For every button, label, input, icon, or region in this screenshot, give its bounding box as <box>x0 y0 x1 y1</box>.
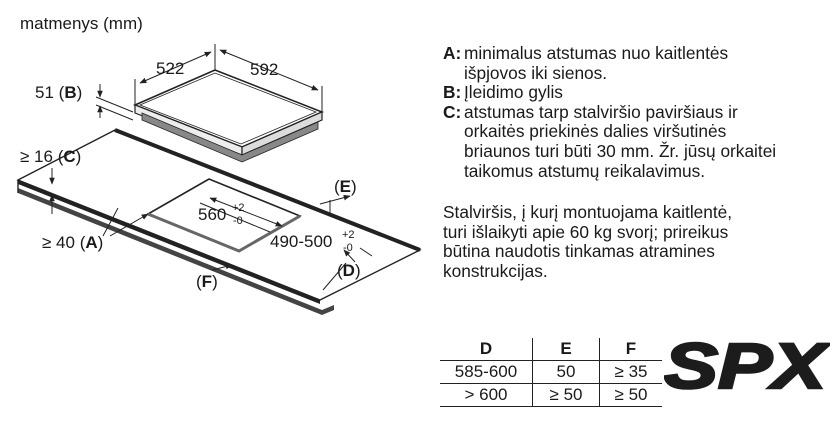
legend-key-a: A: <box>443 43 462 63</box>
table-row <box>440 384 662 407</box>
legend-text-line: taikomus atstumų reikalavimus. <box>464 160 706 181</box>
cutout-width-label: 560 <box>198 205 227 224</box>
table-cell: > 600 <box>440 384 533 407</box>
table-header-d: D <box>440 338 533 361</box>
cutout-depth-label: 490-500 <box>270 232 333 251</box>
legend-text-line: orkaitės priekinės dalies viršutinės <box>464 121 727 142</box>
table-cell: ≥ 50 <box>600 384 663 407</box>
note-line: Stalviršis, į kurį montuojama kaitlentė, <box>443 202 733 222</box>
table-cell: 585-600 <box>440 361 533 384</box>
cutout-width-tol-minus: -0 <box>233 215 243 227</box>
clearance-a-label: ≥ 40 (A) <box>42 233 104 252</box>
spx-logo <box>664 328 830 400</box>
legend-item-a <box>443 44 838 83</box>
depth-b-label: 51 (B) <box>35 83 83 102</box>
note-line: būtina naudotis tinkamas atramines <box>443 241 715 262</box>
legend-text-line: atstumas tarp stalviršio paviršiaus ir <box>464 101 738 122</box>
unit-label: matmenys (mm) <box>20 14 143 33</box>
label-d: (D) <box>337 261 361 280</box>
cutout-width-tol-plus: +2 <box>232 202 245 214</box>
table-cell: 50 <box>533 361 600 384</box>
table-cell: ≥ 50 <box>533 384 600 407</box>
logo-text: SPX <box>664 330 830 400</box>
legend-key-c: C: <box>443 101 462 122</box>
dimension-table <box>440 338 662 407</box>
note-line: konstrukcijas. <box>443 260 548 281</box>
clearance-c-label: ≥ 16 (C) <box>20 147 82 166</box>
legend-key-b: B: <box>443 82 462 103</box>
legend-text-line: minimalus atstumas nuo kaitlentės <box>464 43 729 63</box>
note-line: turi išlaikyti apie 60 kg svorį; prireikus <box>443 221 729 242</box>
table-header-f: F <box>600 338 663 361</box>
legend <box>443 44 838 181</box>
table-cell: ≥ 35 <box>600 361 663 384</box>
legend-item-b <box>443 83 838 103</box>
table-row <box>440 361 662 384</box>
legend-text-line: briaunos turi būti 30 mm. Žr. jūsų orkaitei <box>464 140 777 161</box>
table-header-row <box>440 338 662 361</box>
legend-item-c <box>443 103 838 181</box>
label-e: (E) <box>334 177 357 196</box>
cutout-depth-tol-minus: -0 <box>343 242 353 254</box>
legend-text-line: išpjovos iki sienos. <box>464 62 608 83</box>
cutout-depth-tol-plus: +2 <box>342 229 355 241</box>
cooktop-depth-label: 522 <box>156 59 185 78</box>
cooktop-width-label: 592 <box>250 60 279 79</box>
label-f: (F) <box>196 272 218 291</box>
table-header-e: E <box>533 338 600 361</box>
legend-text-line: Įleidimo gylis <box>464 82 563 103</box>
weight-note <box>443 203 838 281</box>
